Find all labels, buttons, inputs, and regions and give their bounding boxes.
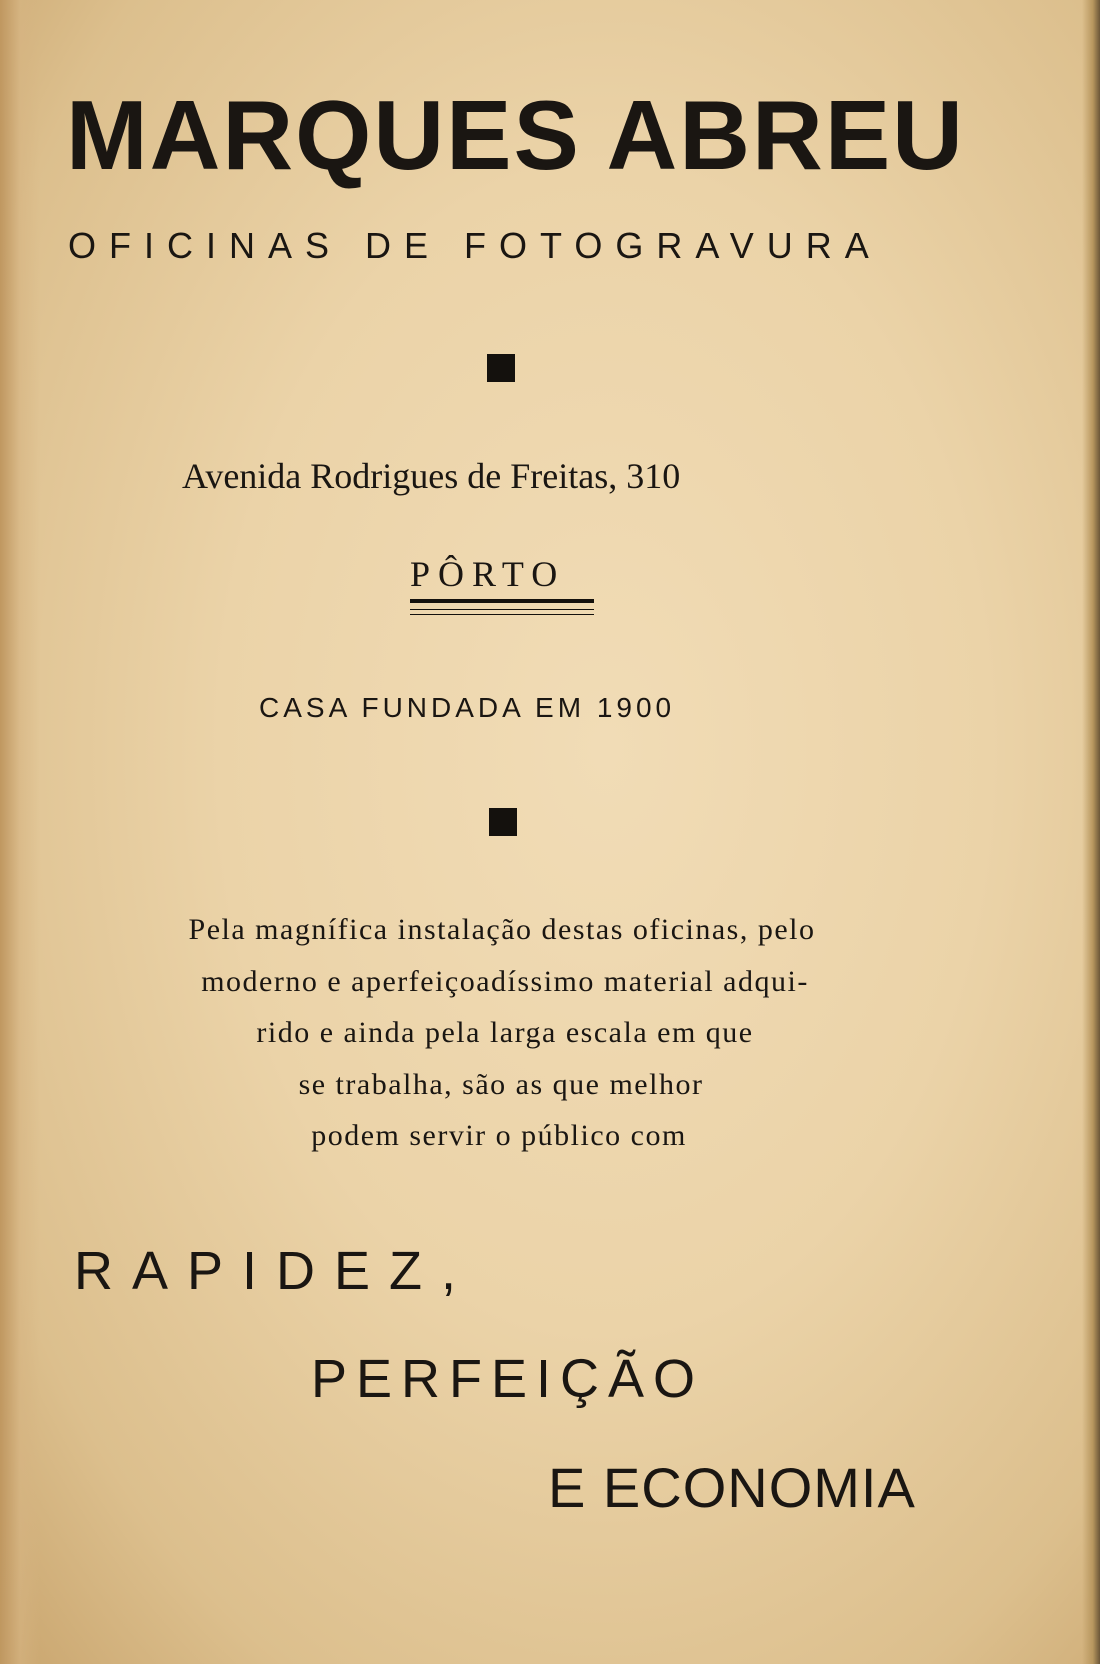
page-edge-shadow-right <box>1082 0 1100 1664</box>
slogan-rapidez: RAPIDEZ, <box>74 1241 476 1301</box>
slogan-perfeicao: PERFEIÇÃO <box>311 1349 705 1409</box>
square-ornament-top <box>487 354 515 382</box>
description-line: se trabalha, são as que melhor <box>298 1068 704 1101</box>
founded-statement: CASA FUNDADA EM 1900 <box>259 692 676 723</box>
description-line: Pela magnífica instalação destas oficinas, pelo <box>188 913 816 946</box>
slogan-economia: E ECONOMIA <box>548 1456 916 1519</box>
company-subtitle: OFICINAS DE FOTOGRAVURA <box>68 225 882 266</box>
city-underline-thin <box>410 609 594 610</box>
page-edge-shadow-left <box>0 0 40 1664</box>
city-name: PÔRTO <box>410 554 566 594</box>
city-underline-thin-2 <box>410 614 594 615</box>
street-address: Avenida Rodrigues de Freitas, 310 <box>182 456 681 496</box>
description-line: rido e ainda pela larga escala em que <box>256 1016 754 1049</box>
description-line: moderno e aperfeiçoadíssimo material adqui- <box>201 965 809 998</box>
company-title: MARQUES ABREU <box>66 80 965 190</box>
description-line: podem servir o público com <box>311 1119 687 1152</box>
square-ornament-middle <box>489 808 517 836</box>
city-underline-thick <box>410 599 594 603</box>
